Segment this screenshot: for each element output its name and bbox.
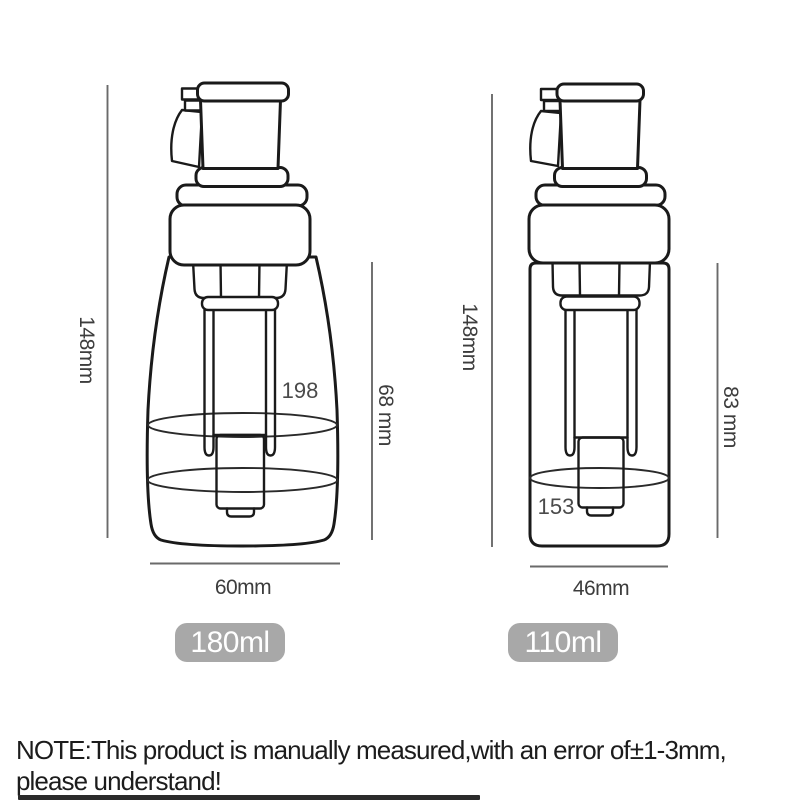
left-inner-mark: 198 bbox=[281, 378, 319, 403]
right-neck-band bbox=[553, 261, 651, 296]
left-side-label: 68 mm bbox=[374, 384, 397, 446]
left-cap-ring-small bbox=[196, 168, 288, 187]
right-inner-mark: 153 bbox=[537, 494, 575, 519]
right-capacity-label: 110ml bbox=[524, 626, 602, 659]
left-neck-divider-1 bbox=[221, 261, 222, 298]
measurement-note-line1: NOTE:This product is manually measured,with an error of±1-3mm, bbox=[16, 735, 726, 765]
left-width-label: 60mm bbox=[214, 576, 272, 599]
left-main-cap bbox=[170, 205, 310, 265]
right-pump-body bbox=[560, 100, 640, 169]
right-height-label: 148mm bbox=[458, 303, 481, 371]
right-neck-collar bbox=[561, 297, 640, 311]
right-spout bbox=[530, 111, 561, 166]
right-actuator-top bbox=[557, 84, 644, 101]
left-neck-divider-2 bbox=[259, 261, 260, 298]
left-capacity-label: 180ml bbox=[190, 626, 270, 659]
right-cap-ring-wide bbox=[536, 185, 665, 206]
measurement-note-line2: please understand! bbox=[16, 765, 221, 796]
left-actuator-top bbox=[198, 83, 289, 101]
right-side-label: 83 mm bbox=[719, 386, 742, 448]
right-cap-ring-small bbox=[555, 168, 647, 187]
left-neck-collar bbox=[202, 297, 278, 310]
right-neck-divider-2 bbox=[619, 261, 620, 296]
left-cap-ring-wide bbox=[177, 185, 307, 206]
capacity-badges bbox=[175, 623, 618, 662]
left-neck-band bbox=[193, 261, 287, 298]
right-main-cap bbox=[529, 205, 669, 263]
left-height-label: 148mm bbox=[75, 316, 98, 384]
measurement-note bbox=[16, 735, 794, 796]
right-neck-divider-1 bbox=[580, 261, 581, 296]
left-pump-body bbox=[201, 100, 281, 169]
cutoff-text-band bbox=[18, 795, 480, 800]
left-spout bbox=[171, 110, 202, 167]
right-width-label: 46mm bbox=[572, 577, 630, 600]
left-bottle-drawing bbox=[147, 83, 338, 546]
right-bottle-drawing bbox=[529, 84, 669, 546]
